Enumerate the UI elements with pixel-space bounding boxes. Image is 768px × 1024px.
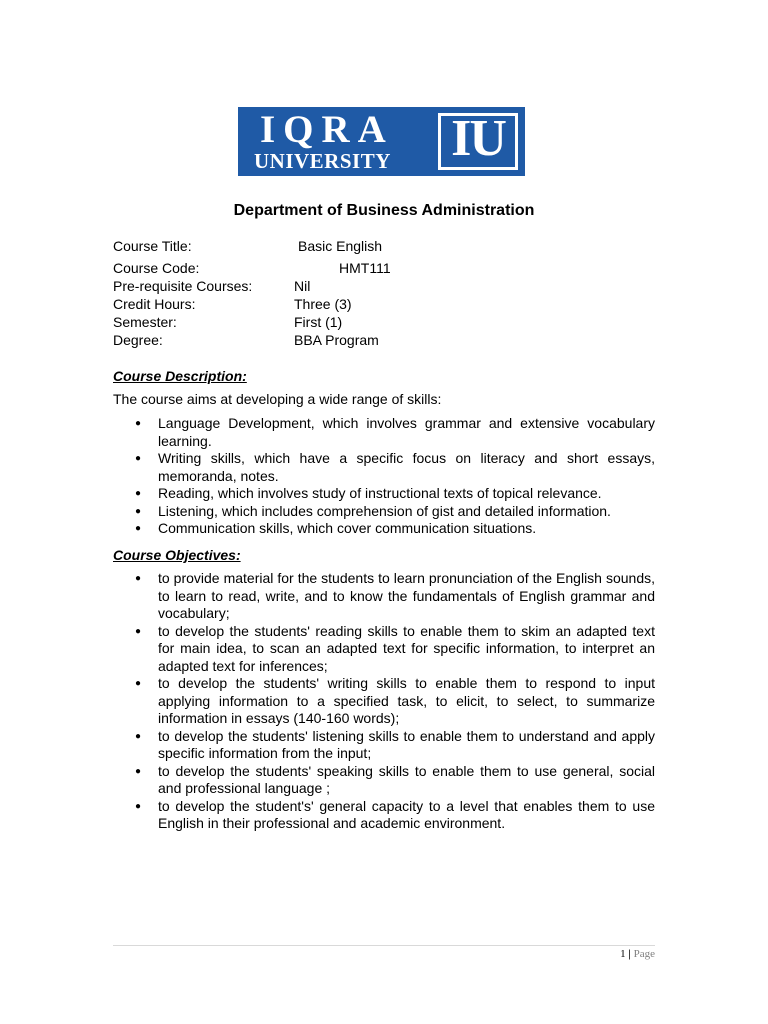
course-title-value: Basic English [298,238,383,254]
description-item: ● Reading, which involves study of instructional texts of topical relevance. [135,485,655,503]
objective-item: ● to provide material for the students to learn pronunciation of the English sounds, to learn to read, write, and to know the fundamentals of English grammar and vocabulary; [135,570,655,623]
course-description-heading: Course Description: [113,368,247,384]
course-objectives-list [135,570,655,833]
prerequisite-label: Pre-requisite Courses: [113,278,253,294]
page-number: 1 [620,948,626,960]
description-item: ● Communication skills, which cover communication situations. [135,520,655,538]
logo-iu-mark [438,110,518,170]
degree-label: Degree: [113,332,163,348]
credit-hours-label: Credit Hours: [113,296,196,312]
course-code-value: HMT111 [339,260,391,276]
objective-item: ● to develop the students' speaking skills to enable them to use general, social and professional language ; [135,763,655,798]
credit-hours-value: Three (3) [294,296,352,312]
semester-value: First (1) [294,314,343,330]
objective-item: ● to develop the students' reading skills to enable them to skim an adapted text for main idea, to scan an adapted text for specific information, to interpret an adapted text for inferences; [135,623,655,676]
course-code-label: Course Code: [113,260,200,276]
page-separator: | [628,948,631,960]
page-footer [620,947,655,961]
department-title: Department of Business Administration [233,202,535,219]
objective-item: ● to develop the students' listening skills to enable them to understand and apply specific information from the input; [135,728,655,763]
course-description-intro: The course aims at developing a wide range of skills: [113,391,442,407]
description-item: ● Language Development, which involves grammar and extensive vocabulary learning. [135,415,655,450]
iqra-university-logo [238,107,525,176]
description-item: ● Listening, which includes comprehension of gist and detailed information. [135,503,655,521]
logo-word-iqra: IQRA [260,108,394,151]
degree-value: BBA Program [294,332,379,348]
semester-label: Semester: [113,314,177,330]
prerequisite-value: Nil [294,278,311,294]
logo-word-university: UNIVERSITY [254,149,391,173]
objective-item: ● to develop the student's' general capacity to a level that enables them to use English in their professional and academic environment. [135,798,655,833]
course-objectives-heading: Course Objectives: [113,547,241,563]
page-label: Page [633,948,655,960]
objective-item: ● to develop the students' writing skills to enable them to respond to input applying information to a specified task, to elicit, to select, to summarize information in essays (140-160 words); [135,675,655,728]
logo-iu-text: IU [451,110,505,167]
description-item: ● Writing skills, which have a specific focus on literacy and short essays, memoranda, notes. [135,450,655,485]
course-title-label: Course Title: [113,238,192,254]
footer-divider [113,945,655,946]
course-description-list [135,415,655,538]
